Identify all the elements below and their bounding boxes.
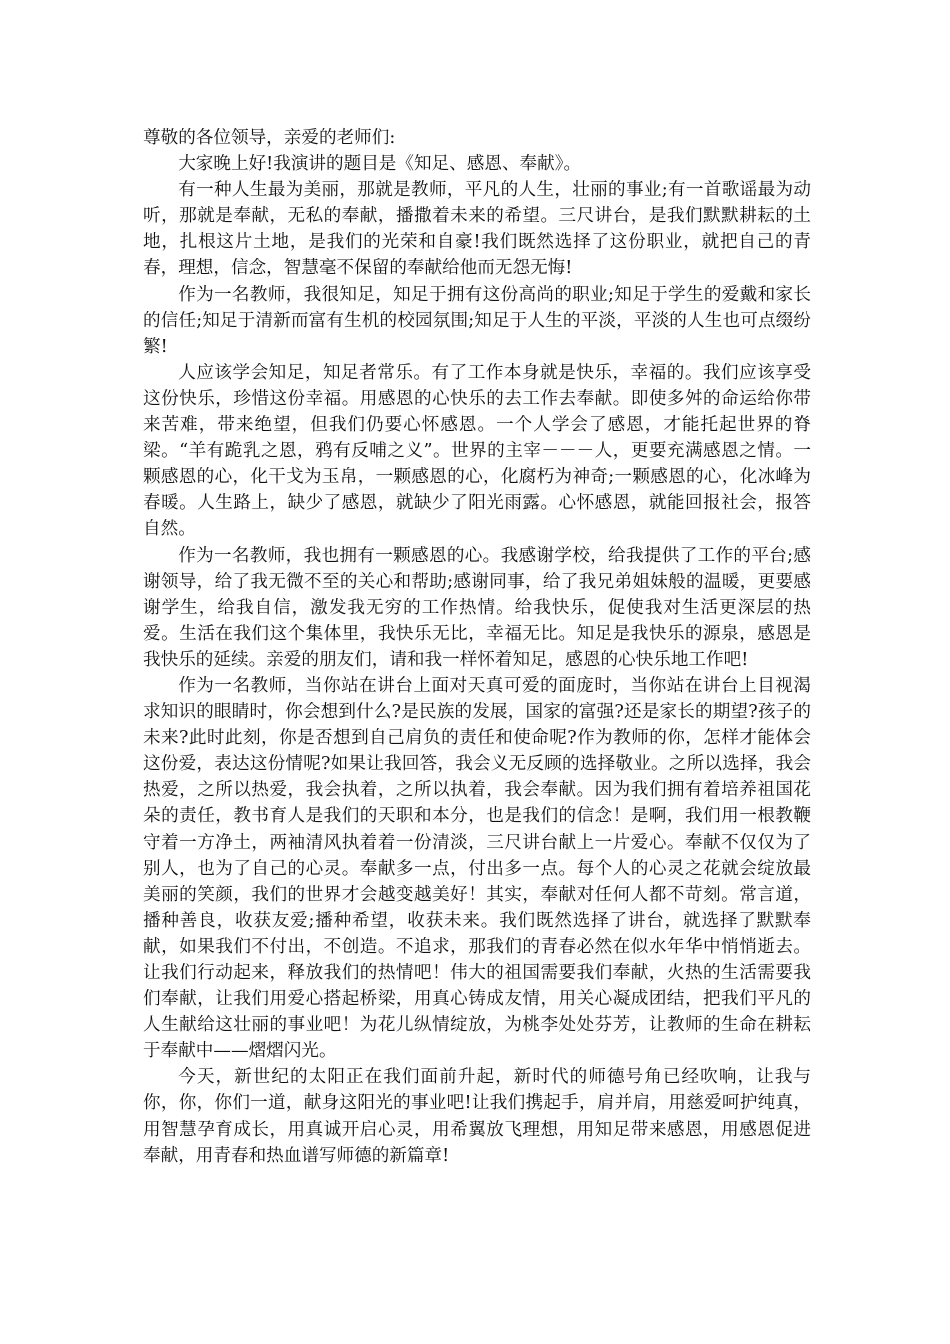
- salutation: 尊敬的各位领导，亲爱的老师们:: [143, 128, 396, 148]
- paragraph-thankful-teacher: 作为一名教师，我也拥有一颗感恩的心。我感谢学校，给我提供了工作的平台;感谢领导，给了我无微不至的关心和帮助;感谢同事，给了我兄弟姐妹般的温暖，更要感谢学生，给我自信，激发我无穷的工作热情。给我快乐，促使我对生活更深层的热爱。生活在我们这个集体里，我快乐无比，幸福无比。知足是我快乐的源泉，感恩是我快乐的延续。亲爱的朋友们，请和我一样怀着知足，感恩的心快乐地工作吧!: [143, 545, 811, 670]
- paragraph-dedication: 作为一名教师，当你站在讲台上面对天真可爱的面庞时，当你站在讲台上目视渴求知识的眼睛时，你会想到什么?是民族的发展，国家的富强?还是家长的期望?孩子的未来?此时此刻，你是否想到自己肩负的责任和使命呢?作为教师的你，怎样才能体会这份爱，表达这份情呢?如果让我回答，我会义无反顾的选择敬业。之所以选择，我会热爱，之所以热爱，我会执着，之所以执着，我会奉献。因为我们拥有着培养祖国花朵的责任，教书育人是我们的天职和本分，也是我们的信念！是啊，我们用一根教鞭守着一方净土，两袖清风执着着一份清淡，三尺讲台献上一片爱心。奉献不仅仅为了别人，也为了自己的心灵。奉献多一点，付出多一点。每个人的心灵之花就会绽放最美丽的笑颜，我们的世界才会越变越美好！其实，奉献对任何人都不苛刻。常言道，播种善良，收获友爱;播种希望，收获未来。我们既然选择了讲台，就选择了默默奉献，如果我们不付出，不创造。不追求，那我们的青春必然在似水年华中悄悄逝去。让我们行动起来，释放我们的热情吧！伟大的祖国需要我们奉献，火热的生活需要我们奉献，让我们用爱心搭起桥梁，用真心铸成友情，用关心凝成团结，把我们平凡的人生献给这壮丽的事业吧！为花儿纵情绽放，为桃李处处芬芳，让教师的生命在耕耘于奉献中——熠熠闪光。: [143, 675, 811, 1062]
- paragraph-contentment: 作为一名教师，我很知足，知足于拥有这份高尚的职业;知足于学生的爱戴和家长的信任;知足于清新而富有生机的校园氛围;知足于人生的平淡，平淡的人生也可点缀纷繁!: [143, 284, 811, 357]
- paragraph-gratitude: 人应该学会知足，知足者常乐。有了工作本身就是快乐，幸福的。我们应该享受这份快乐，珍惜这份幸福。用感恩的心快乐的去工作去奉献。即使多舛的命运给你带来苦难，带来绝望，但我们仍要心怀感恩。一个人学会了感恩，才能托起世界的脊梁。“羊有跪乳之恩，鸦有反哺之义”。世界的主宰－－－人，更要充满感恩之情。一颗感恩的心，化干戈为玉帛，一颗感恩的心，化腐朽为神奇;一颗感恩的心，化冰峰为春暖。人生路上，缺少了感恩，就缺少了阳光雨露。心怀感恩，就能回报社会，报答自然。: [143, 362, 811, 540]
- paragraph-teaching-life: 有一种人生最为美丽，那就是教师，平凡的人生，壮丽的事业;有一首歌谣最为动听，那就是奉献，无私的奉献，播撒着未来的希望。三尺讲台，是我们默默耕耘的土地，扎根这片土地，是我们的光荣和自豪!我们既然选择了这份职业，就把自己的青春，理想，信念，智慧毫不保留的奉献给他而无怨无悔!: [143, 180, 811, 279]
- speech-text: [143, 125, 811, 1169]
- paragraph-conclusion: 今天，新世纪的太阳正在我们面前升起，新时代的师德号角已经吹响，让我与你，你，你们一道，献身这阳光的事业吧!让我们携起手，肩并肩，用慈爱呵护纯真，用智慧孕育成长，用真诚开启心灵，用希翼放飞理想，用知足带来感恩，用感恩促进奉献，用青春和热血谱写师德的新篇章!: [143, 1067, 811, 1166]
- paragraph-greeting: 大家晚上好!我演讲的题目是《知足、感恩、奉献》。: [178, 154, 582, 175]
